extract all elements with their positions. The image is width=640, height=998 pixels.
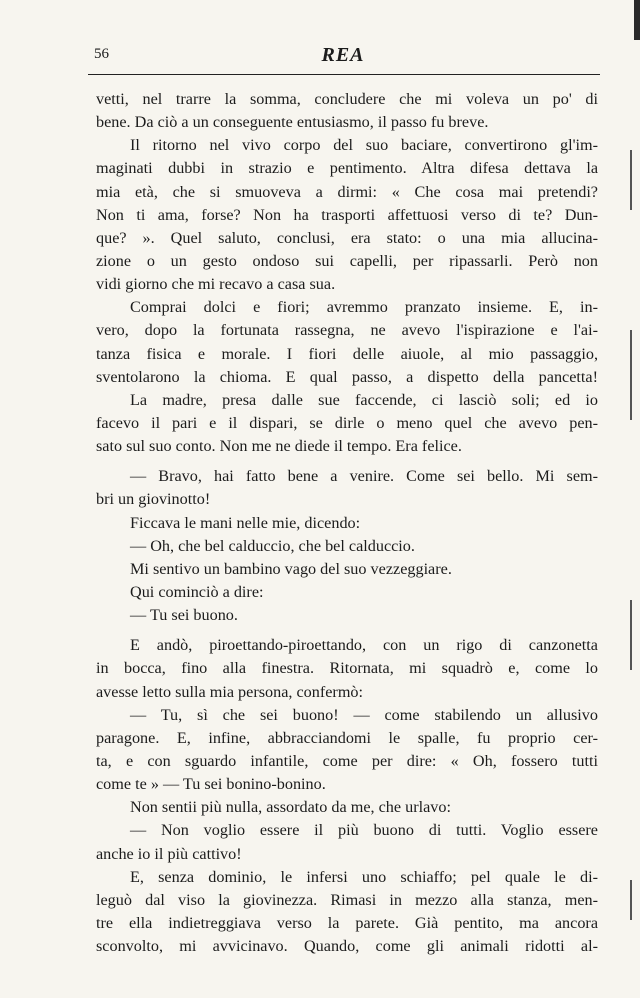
text-line: facevo il pari e il dispari, se dirle o meno quel che avevo pen- (96, 413, 598, 432)
scan-edge-shadow (634, 0, 640, 40)
text-line: paragone. E, infine, abbracciandomi le spalle, fu proprio cer- (96, 728, 598, 747)
scan-edge-mark (630, 150, 632, 210)
text-line: E andò, piroettando-piroettando, con un rigo di canzonetta (130, 636, 598, 655)
text-line: anche io il più cattivo! (96, 844, 242, 863)
text-line: come te » — Tu sei bonino-bonino. (96, 775, 326, 794)
scan-edge-mark (630, 600, 632, 670)
text-line: ta, e con sguardo infantile, come per dire: « Oh, fossero tutti (96, 751, 598, 770)
text-line: Qui cominciò a dire: (130, 582, 264, 601)
text-line: zione o un gesto ondoso sui capelli, per ripassarli. Però non (96, 251, 598, 270)
text-line: tanza fisica e morale. I fiori delle aiuole, al mio passaggio, (96, 344, 598, 363)
text-line: Non sentii più nulla, assordato da me, che urlavo: (130, 798, 451, 817)
text-line: Ficcava le mani nelle mie, dicendo: (130, 513, 361, 532)
body-text (96, 88, 598, 958)
text-line: sato sul suo conto. Non me ne diede il tempo. Era felice. (96, 437, 462, 456)
text-line: tre ella indietreggiava verso la parete. Già pentito, ma ancora (96, 913, 598, 932)
text-line: avesse letto sulla mia persona, confermò: (96, 682, 364, 701)
text-line: sventolarono la chioma. E qual passo, a dispetto della pancetta! (96, 367, 598, 386)
scan-edge-mark (630, 880, 632, 920)
text-line: maginati dubbi in strazio e pentimento. Altra difesa dettava la (96, 159, 598, 178)
page-number: 56 (94, 46, 109, 62)
running-title: REA (321, 44, 365, 66)
text-line: — Tu sei buono. (130, 606, 238, 625)
page-header (88, 46, 598, 72)
text-line: Il ritorno nel vivo corpo del suo baciare, convertirono gl'im- (130, 136, 598, 155)
text-line: leguò dal viso la giovinezza. Rimasi in mezzo alla stanza, men- (96, 890, 598, 909)
text-line: — Non voglio essere il più buono di tutti. Voglio essere (130, 821, 598, 840)
text-line: mia età, che si smuoveva a dirmi: « Che cosa mai pretendi? (96, 182, 598, 201)
header-rule (88, 74, 600, 75)
text-line: bri un giovinotto! (96, 490, 211, 509)
text-line: bene. Da ciò a un conseguente entusiasmo, il passo fu breve. (96, 113, 489, 132)
text-line: — Bravo, hai fatto bene a venire. Come sei bello. Mi sem- (130, 467, 598, 486)
text-line: vetti, nel trarre la somma, concludere che mi voleva un po' di (96, 90, 598, 108)
text-line: vidi giorno che mi recavo a casa sua. (96, 275, 336, 294)
text-line: — Oh, che bel calduccio, che bel calduccio. (130, 536, 415, 555)
text-line: vero, dopo la fortunata rassegna, ne avevo l'ispirazione e l'ai- (96, 321, 598, 340)
text-line: Non ti ama, forse? Non ha trasporti affettuosi verso di te? Dun- (96, 205, 598, 224)
scan-edge-mark (630, 330, 632, 420)
text-line: Comprai dolci e fiori; avremmo pranzato insieme. E, in- (130, 298, 598, 317)
text-line: que? ». Quel saluto, conclusi, era stato: o una mia allucina- (96, 228, 598, 247)
text-line: La madre, presa dalle sue faccende, ci lasciò soli; ed io (130, 390, 598, 409)
text-line: Mi sentivo un bambino vago del suo vezzeggiare. (130, 559, 452, 578)
text-line: E, senza dominio, le infersi uno schiaffo; pel quale le di- (130, 867, 598, 886)
text-line: — Tu, sì che sei buono! — come stabilendo un allusivo (130, 705, 598, 724)
text-line: in bocca, fino alla finestra. Ritornata, mi squadrò e, come lo (96, 659, 598, 678)
text-line: sconvolto, mi avvicinavo. Quando, come gli animali ridotti al- (96, 937, 598, 956)
